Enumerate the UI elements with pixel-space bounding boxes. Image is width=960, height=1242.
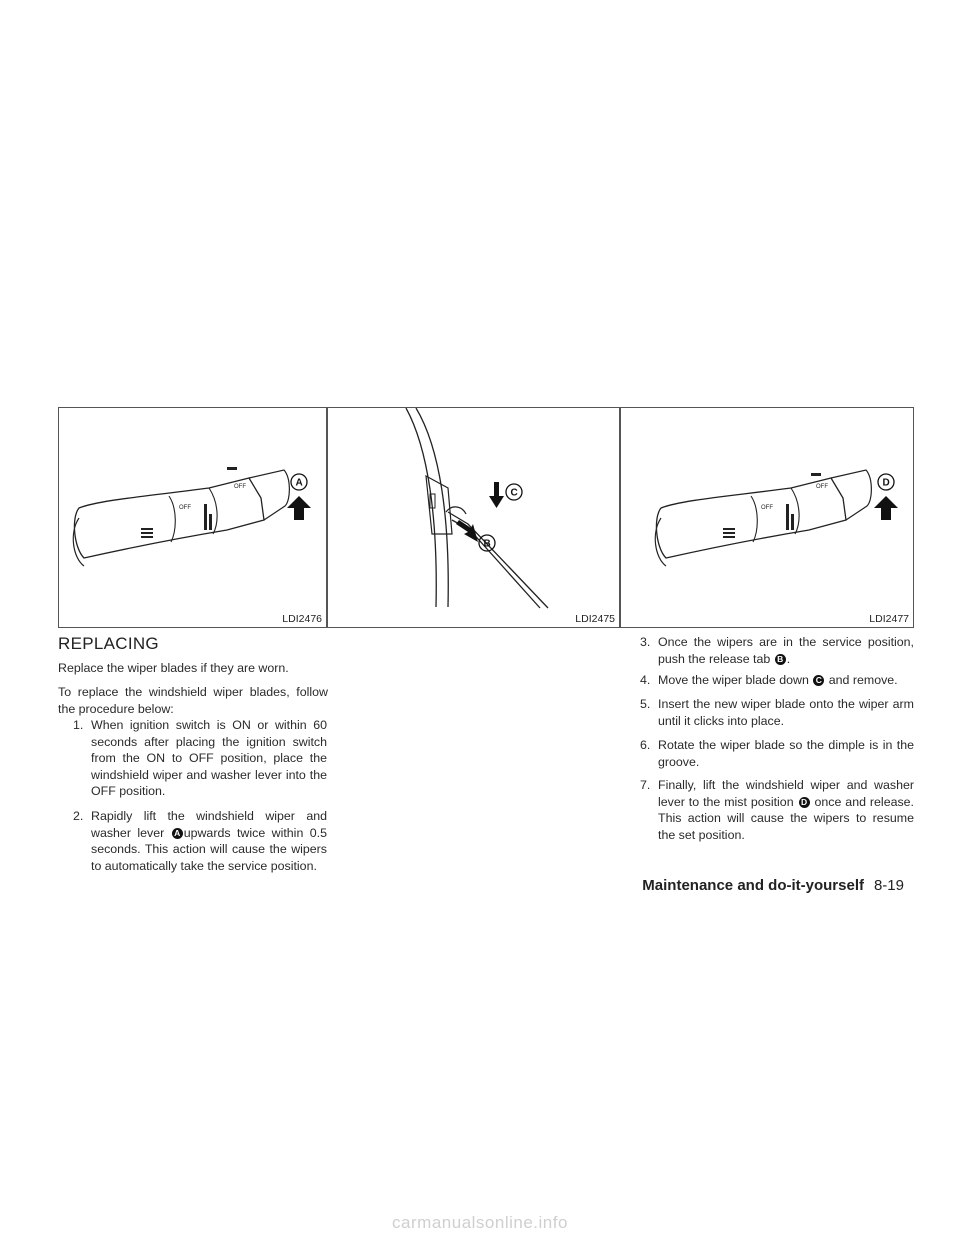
step-2 xyxy=(73,808,327,874)
callout-ref-b: B xyxy=(775,654,786,665)
step-number: 4. xyxy=(640,673,651,687)
wiper-blade-illustration xyxy=(328,408,619,627)
callout-b-label: B xyxy=(483,538,491,550)
figure-code: LDI2476 xyxy=(282,613,322,625)
step-3 xyxy=(640,634,914,667)
callout-ref-c: C xyxy=(813,675,824,686)
intro-paragraph-2: To replace the windshield wiper blades, follow the procedure below: xyxy=(58,685,328,716)
step-text-pre: Move the wiper blade down xyxy=(658,673,809,687)
step-6 xyxy=(640,737,914,770)
callout-ref-a: A xyxy=(172,828,183,839)
step-text: Insert the new wiper blade onto the wiper arm until it clicks into place. xyxy=(658,697,914,728)
off-label-upper: OFF xyxy=(816,484,828,490)
callout-d-label: D xyxy=(882,477,890,489)
up-arrow-icon xyxy=(287,496,311,520)
step-1 xyxy=(73,717,327,800)
step-4 xyxy=(640,672,914,689)
step-text-post: upwards twice within 0.5 seconds. This action will cause the wipers to automatically take the service position. xyxy=(91,825,327,873)
footer-section-title: Maintenance and do-it-yourself xyxy=(642,877,864,894)
down-arrow-icon xyxy=(489,482,504,508)
step-text-post: . xyxy=(786,651,791,666)
figure-code: LDI2477 xyxy=(869,613,909,625)
off-label: OFF xyxy=(179,505,191,511)
section-heading: REPLACING xyxy=(58,634,159,653)
step-text-pre: Finally, lift the windshield wiper and washer lever to the mist position xyxy=(658,778,914,809)
figure-code: LDI2475 xyxy=(575,613,615,625)
figure-lever-a xyxy=(58,407,327,628)
callout-ref-d: D xyxy=(799,797,810,808)
callout-a-label: A xyxy=(295,477,303,489)
intro-paragraph-1: Replace the wiper blades if they are worn. xyxy=(58,661,289,675)
step-number: 2. xyxy=(73,809,84,823)
wiper-lever-illustration xyxy=(621,408,913,627)
step-number: 7. xyxy=(640,778,651,792)
up-arrow-icon xyxy=(874,496,898,520)
off-label: OFF xyxy=(761,505,773,511)
callout-c-label: C xyxy=(510,487,518,499)
step-number: 6. xyxy=(640,738,651,752)
step-text-pre: Rapidly lift the windshield wiper and washer lever xyxy=(91,809,327,840)
watermark: carmanualsonline.info xyxy=(392,1213,568,1232)
step-5 xyxy=(640,696,914,729)
step-number: 3. xyxy=(640,635,651,649)
step-7 xyxy=(640,777,914,843)
wiper-lever-illustration xyxy=(59,408,326,627)
step-text: When ignition switch is ON or within 60 seconds after placing the ignition switch from the ON to OFF position, place the windshield wiper and washer lever into the OFF position. xyxy=(91,718,327,798)
step-text-pre: Once the wipers are in the service position, push the release tab xyxy=(658,635,914,666)
step-number: 5. xyxy=(640,697,651,711)
step-text: Rotate the wiper blade so the dimple is in the groove. xyxy=(658,738,914,769)
step-text-post: and remove. xyxy=(828,673,898,687)
step-number: 1. xyxy=(73,718,84,732)
figure-lever-d xyxy=(620,407,914,628)
off-label-upper: OFF xyxy=(234,484,246,490)
page-number: 8-19 xyxy=(873,877,904,894)
figure-blade-release xyxy=(327,407,620,628)
step-text-post: once and release. This action will cause the wipers to resume the set position. xyxy=(658,794,915,842)
